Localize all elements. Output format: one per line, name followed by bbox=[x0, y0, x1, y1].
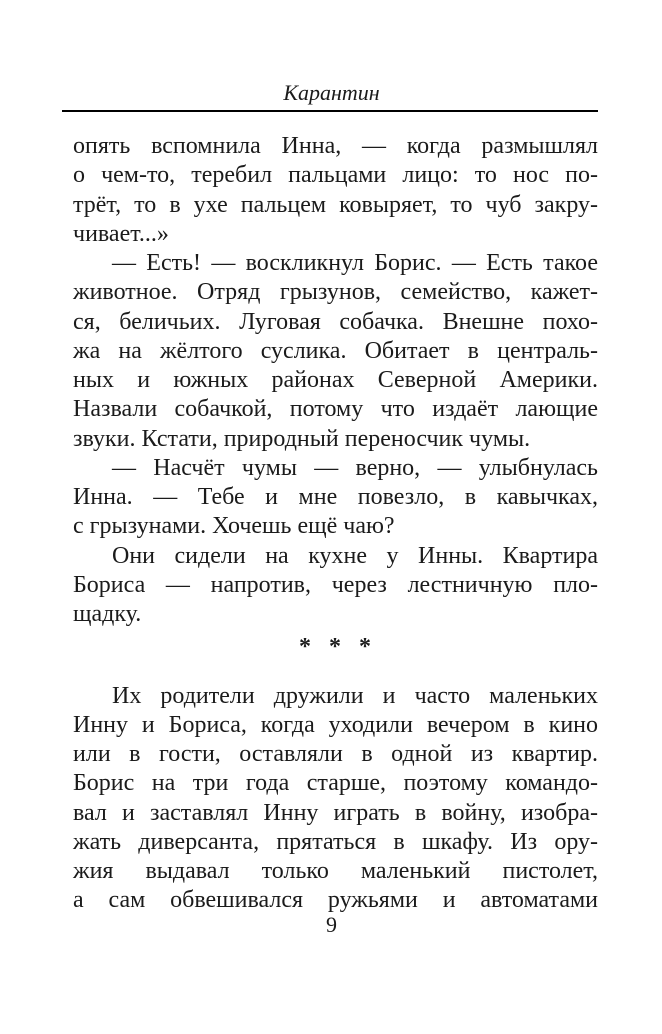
text-line: Они сидели на кухне у Инны. Квартира bbox=[112, 542, 598, 569]
text-line: Их родители дружили и часто маленьких bbox=[112, 682, 598, 709]
paragraph bbox=[73, 682, 598, 916]
paragraph bbox=[73, 454, 598, 542]
text-line: Борис на три года старше, поэтому командо- bbox=[73, 770, 598, 797]
text-line: жа на жёлтого суслика. Обитает в централь- bbox=[73, 337, 598, 364]
text-line: Назвали собачкой, потому что издаёт лающие bbox=[73, 396, 598, 423]
text-line: ся, беличьих. Луговая собачка. Внешне похо- bbox=[73, 308, 598, 335]
text-line: — Насчёт чумы — верно, — улыбнулась bbox=[112, 454, 598, 481]
text-line: ных и южных районах Северной Америки. bbox=[73, 367, 598, 393]
paragraph bbox=[73, 132, 598, 249]
text-line: — Есть! — воскликнул Борис. — Есть такое bbox=[112, 250, 598, 276]
header-rule bbox=[62, 110, 598, 112]
text-line: Инна. — Тебе и мне повезло, в кавычках, bbox=[73, 484, 598, 510]
paragraph bbox=[73, 542, 598, 630]
text-line: жия выдавал только маленький пистолет, bbox=[73, 858, 598, 884]
text-line: животное. Отряд грызунов, семейство, кажет- bbox=[73, 279, 598, 306]
text-line: вал и заставлял Инну играть в войну, изобра- bbox=[73, 799, 598, 826]
text-line: жать диверсанта, прятаться в шкафу. Из ору- bbox=[73, 828, 598, 855]
text-line: опять вспомнила Инна, — когда размышлял bbox=[73, 133, 598, 159]
text-line: или в гости, оставляли в одной из квартир. bbox=[73, 741, 598, 767]
paragraph bbox=[73, 249, 598, 454]
page-number: 9 bbox=[326, 912, 337, 937]
text-line: звуки. Кстати, природный переносчик чумы. bbox=[73, 425, 531, 452]
text-line: Инну и Бориса, когда уходили вечером в кино bbox=[73, 711, 598, 738]
text-line: а сам обвешивался ружьями и автоматами bbox=[73, 887, 598, 914]
text-line: чивает...» bbox=[73, 220, 169, 247]
text-line: Бориса — напротив, через лестничную пло- bbox=[73, 571, 598, 598]
running-header-title: Карантин bbox=[283, 80, 380, 105]
section-separator: * * * bbox=[299, 634, 372, 661]
page-body bbox=[73, 132, 598, 916]
text-line: с грызунами. Хочешь ещё чаю? bbox=[73, 513, 395, 540]
text-line: трёт, то в ухе пальцем ковыряет, то чуб закру- bbox=[73, 191, 598, 218]
text-line: щадку. bbox=[73, 601, 142, 627]
text-line: о чем-то, теребил пальцами лицо: то нос по- bbox=[73, 162, 598, 189]
